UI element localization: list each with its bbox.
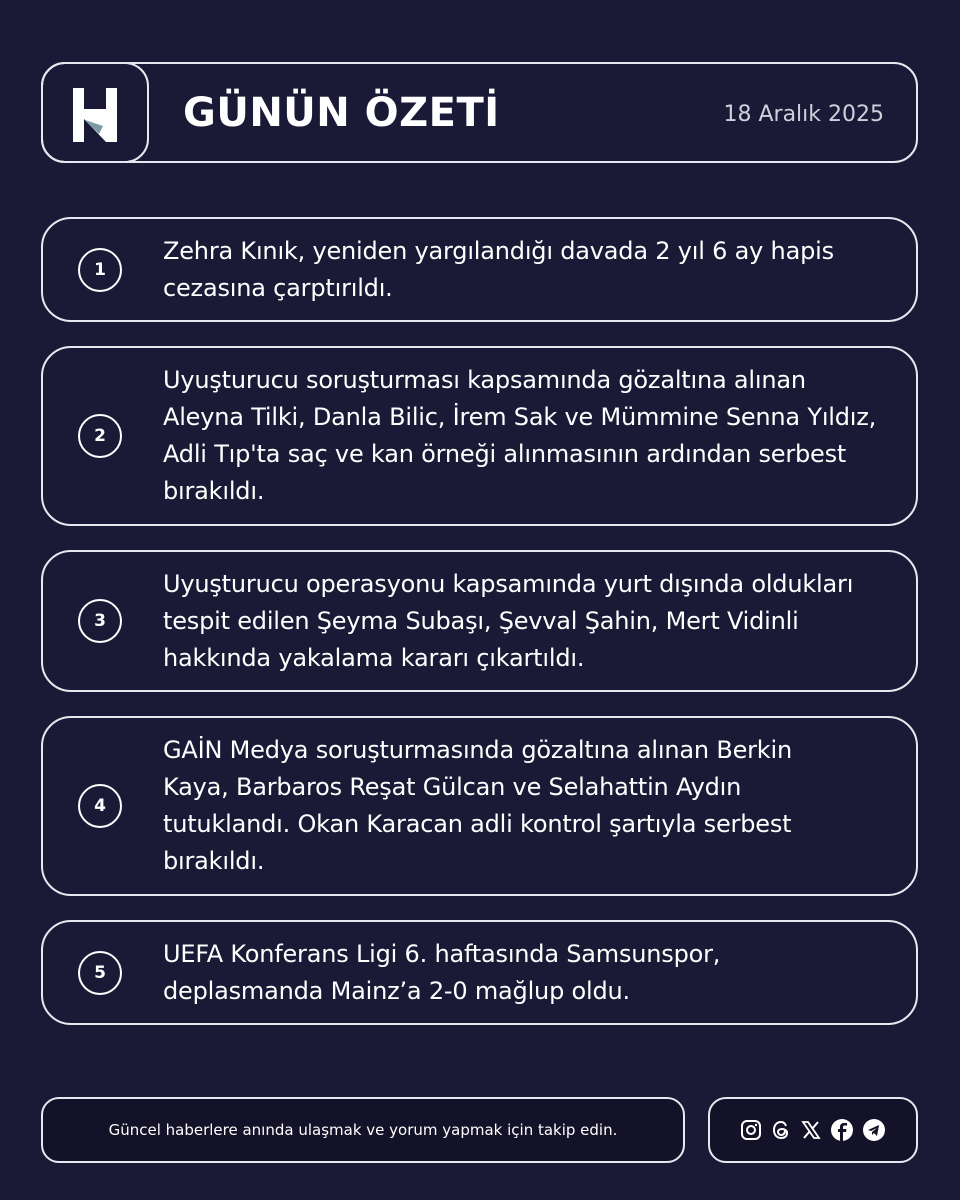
item-text: Zehra Kınık, yeniden yargılandığı davada 2 yıl 6 ay hapis cezasına çarptırıldı. [163, 236, 834, 302]
header [41, 62, 918, 163]
instagram-icon[interactable] [740, 1119, 762, 1141]
facebook-icon[interactable] [830, 1118, 854, 1142]
footer-text: Güncel haberlere anında ulaşmak ve yorum yapmak için takip edin. [108, 1121, 618, 1139]
item-text: Uyuşturucu operasyonu kapsamında yurt dışında oldukları tespit edilen Şeyma Subaşı, Şevval Şahin, Mert Vidinli hakkında yakalama kararı çıkartıldı. [163, 569, 854, 672]
item-text: UEFA Konferans Ligi 6. haftasında Samsunspor, deplasmanda Mainz’a 2-0 mağlup oldu. [163, 939, 721, 1005]
news-item [41, 217, 918, 322]
telegram-icon[interactable] [862, 1118, 886, 1142]
footer-message [41, 1097, 685, 1163]
logo-h-icon [73, 88, 119, 142]
logo [41, 62, 149, 163]
item-number: 1 [78, 248, 122, 292]
item-text: GAİN Medya soruşturmasında gözaltına alınan Berkin Kaya, Barbaros Reşat Gülcan ve Selahattin Aydın tutuklandı. Okan Karacan adli kontrol şartıyla serbest bırakıldı. [163, 736, 792, 875]
item-number: 4 [78, 784, 122, 828]
news-item [41, 716, 918, 896]
page-title: GÜNÜN ÖZETİ [183, 90, 500, 136]
item-number: 3 [78, 599, 122, 643]
social-links [708, 1097, 918, 1163]
item-number: 5 [78, 951, 122, 995]
news-item [41, 920, 918, 1025]
date: 18 Aralık 2025 [723, 102, 884, 127]
x-icon[interactable] [800, 1119, 822, 1141]
news-item [41, 550, 918, 692]
item-number: 2 [78, 414, 122, 458]
news-item [41, 346, 918, 526]
threads-icon[interactable] [770, 1119, 792, 1141]
item-text: Uyuşturucu soruşturması kapsamında gözaltına alınan Aleyna Tilki, Danla Bilic, İrem Sak ve Mümmine Senna Yıldız, Adli Tıp'ta saç ve kan örneği alınmasının ardından serbest bırakıldı. [163, 366, 877, 505]
